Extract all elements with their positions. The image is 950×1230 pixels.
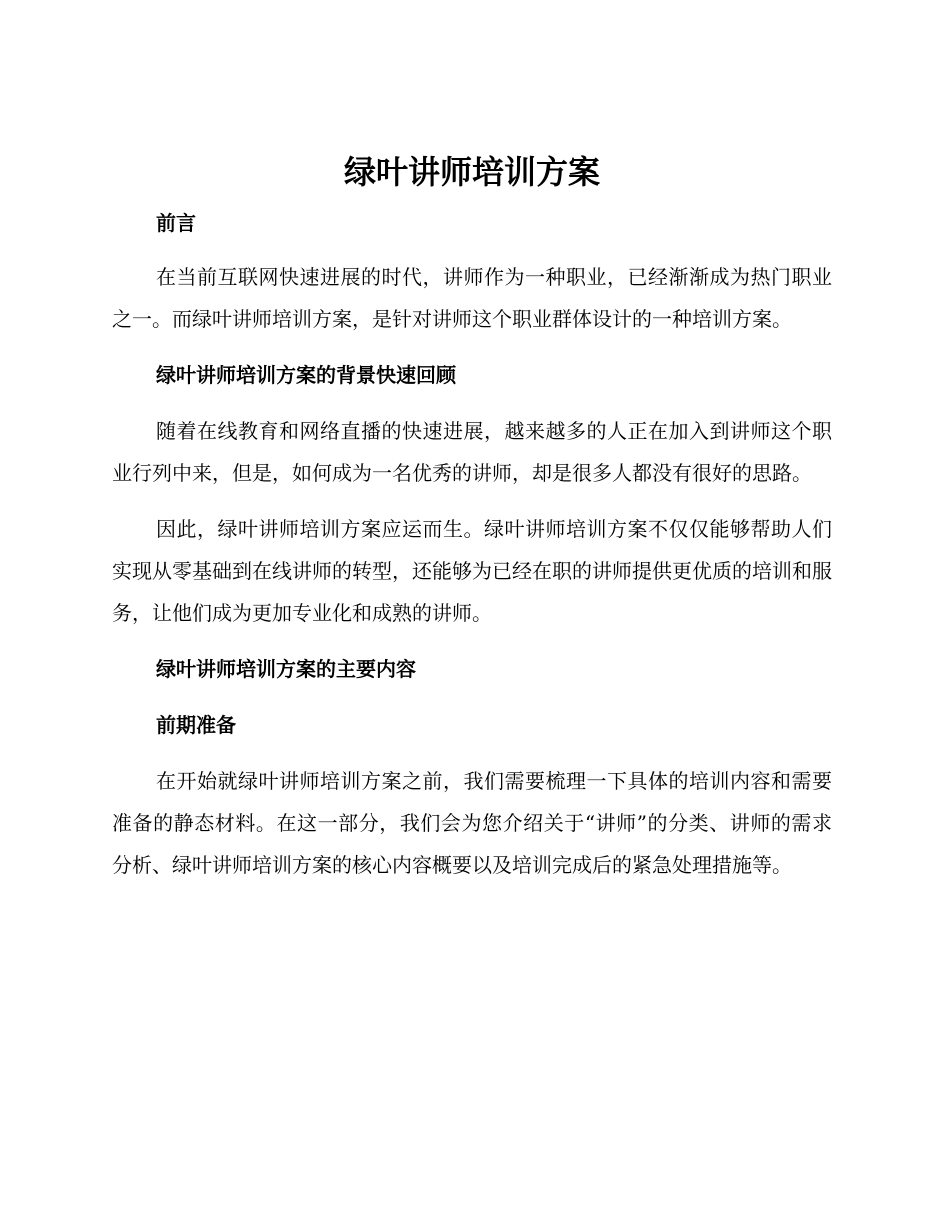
section-heading-background: 绿叶讲师培训方案的背景快速回顾 — [156, 363, 456, 387]
paragraph-preparation: 在开始就绿叶讲师培训方案之前，我们需要梳理一下具体的培训内容和需要准备的静态材料。在这一部分，我们会为您介绍关于“讲师”的分类、讲师的需求分析、绿叶讲师培训方案的核心内容概要以及培训完成后的紧急处理措施等。 — [112, 769, 832, 877]
section-heading-preparation: 前期准备 — [156, 713, 236, 737]
document-page — [112, 150, 832, 900]
paragraph-background-2: 因此，绿叶讲师培训方案应运而生。绿叶讲师培训方案不仅仅能够帮助人们实现从零基础到在线讲师的转型，还能够为已经在职的讲师提供更优质的培训和服务，让他们成为更加专业化和成熟的讲师。 — [112, 517, 832, 625]
paragraph-background-1: 随着在线教育和网络直播的快速进展，越来越多的人正在加入到讲师这个职业行列中来，但是，如何成为一名优秀的讲师，却是很多人都没有很好的思路。 — [112, 419, 832, 485]
document-title: 绿叶讲师培训方案 — [343, 153, 600, 191]
section-heading-main-content: 绿叶讲师培训方案的主要内容 — [156, 657, 416, 681]
section-heading-preface: 前言 — [156, 211, 196, 235]
paragraph-preface: 在当前互联网快速进展的时代，讲师作为一种职业，已经渐渐成为热门职业之一。而绿叶讲师培训方案，是针对讲师这个职业群体设计的一种培训方案。 — [112, 265, 832, 331]
